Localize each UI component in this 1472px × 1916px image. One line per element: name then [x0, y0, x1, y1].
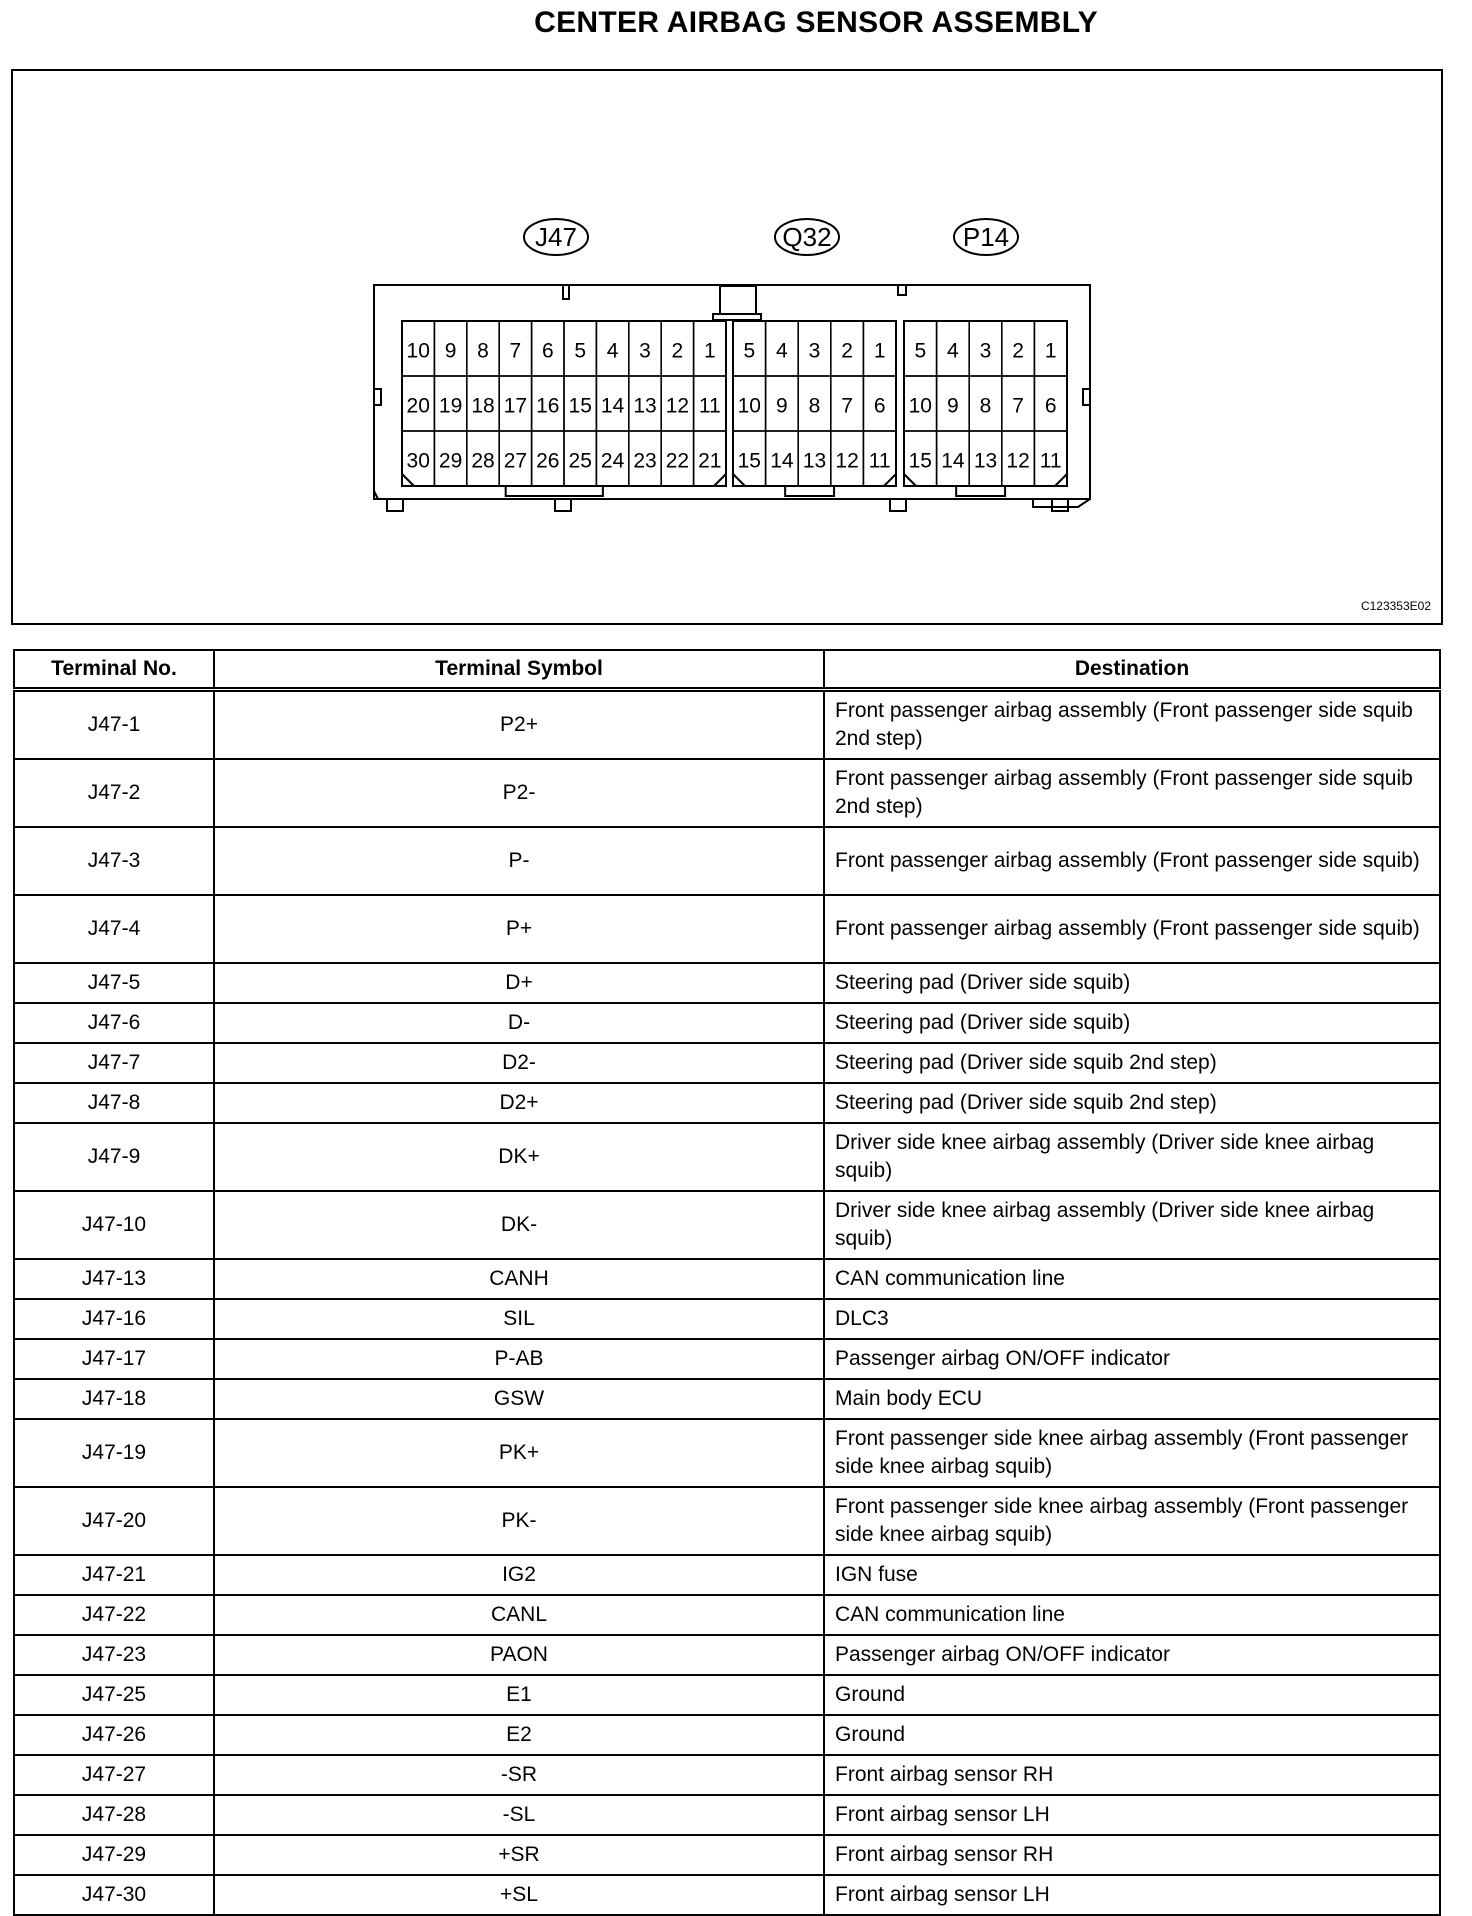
destination-cell: Front passenger side knee airbag assembly (Front passenger side knee airbag squib) [824, 1487, 1440, 1555]
table-row [14, 1043, 1440, 1083]
header-terminal-no: Terminal No. [14, 650, 214, 690]
table-row [14, 1419, 1440, 1487]
table-header-row [14, 650, 1440, 690]
table-row [14, 1555, 1440, 1595]
table-row [14, 1123, 1440, 1191]
destination-cell: Steering pad (Driver side squib 2nd step) [824, 1083, 1440, 1123]
terminal-no-cell: J47-3 [14, 827, 214, 895]
terminal-no-cell: J47-17 [14, 1339, 214, 1379]
terminal-symbol-cell: P2+ [214, 690, 824, 760]
pin-number: 15 [568, 394, 592, 418]
terminal-symbol-cell: D+ [214, 963, 824, 1003]
terminal-symbol-cell: GSW [214, 1379, 824, 1419]
pin-number: 30 [406, 449, 430, 473]
pin-number: 13 [633, 394, 657, 418]
terminal-symbol-cell: -SR [214, 1755, 824, 1795]
terminal-symbol-cell: DK- [214, 1191, 824, 1259]
pin-number: 7 [509, 339, 522, 363]
terminal-symbol-cell: D2+ [214, 1083, 824, 1123]
pin-number: 15 [737, 449, 761, 473]
pin-number: 28 [471, 449, 495, 473]
destination-cell: Driver side knee airbag assembly (Driver side knee airbag squib) [824, 1191, 1440, 1259]
destination-cell: CAN communication line [824, 1595, 1440, 1635]
terminal-symbol-cell: P+ [214, 895, 824, 963]
destination-cell: Passenger airbag ON/OFF indicator [824, 1635, 1440, 1675]
table-row [14, 1191, 1440, 1259]
destination-cell: Front airbag sensor LH [824, 1875, 1440, 1915]
pin-number: 23 [633, 449, 657, 473]
table-row [14, 1795, 1440, 1835]
pin-number: 2 [841, 339, 853, 363]
terminal-no-cell: J47-28 [14, 1795, 214, 1835]
pin-number: 13 [802, 449, 827, 473]
destination-cell: Steering pad (Driver side squib 2nd step) [824, 1043, 1440, 1083]
destination-cell: Driver side knee airbag assembly (Driver side knee airbag squib) [824, 1123, 1440, 1191]
table-row [14, 1259, 1440, 1299]
pin-number: 3 [808, 339, 821, 363]
terminal-symbol-cell: CANH [214, 1259, 824, 1299]
pin-number: 1 [703, 339, 716, 363]
pin-number: 1 [1044, 339, 1057, 363]
connector-label: P14 [962, 222, 1010, 252]
pin-number: 25 [568, 449, 592, 473]
pin-number: 19 [438, 394, 463, 418]
connector-drawing [13, 71, 1441, 623]
terminal-symbol-cell: SIL [214, 1299, 824, 1339]
terminal-symbol-cell: DK+ [214, 1123, 824, 1191]
terminal-no-cell: J47-30 [14, 1875, 214, 1915]
pin-number: 9 [776, 394, 788, 418]
terminal-symbol-cell: PK- [214, 1487, 824, 1555]
terminal-no-cell: J47-25 [14, 1675, 214, 1715]
pin-number: 8 [808, 394, 821, 418]
terminal-no-cell: J47-1 [14, 690, 214, 760]
table-row [14, 1299, 1440, 1339]
table-row [14, 1835, 1440, 1875]
table-row [14, 1487, 1440, 1555]
header-destination: Destination [824, 650, 1440, 690]
destination-cell: Front airbag sensor LH [824, 1795, 1440, 1835]
pin-number: 29 [438, 449, 463, 473]
pin-number: 7 [1012, 394, 1024, 418]
pin-number: 3 [979, 339, 992, 363]
pin-number: 3 [639, 339, 651, 363]
terminal-symbol-cell: -SL [214, 1795, 824, 1835]
pin-number: 14 [941, 449, 965, 473]
pin-number: 22 [665, 449, 690, 473]
destination-cell: Ground [824, 1715, 1440, 1755]
pin-number: 8 [477, 339, 489, 363]
terminal-symbol-cell: +SR [214, 1835, 824, 1875]
destination-cell: Front passenger side knee airbag assembly (Front passenger side knee airbag squib) [824, 1419, 1440, 1487]
terminal-symbol-cell: D2- [214, 1043, 824, 1083]
terminal-no-cell: J47-19 [14, 1419, 214, 1487]
pin-number: 11 [1039, 449, 1062, 473]
terminal-no-cell: J47-5 [14, 963, 214, 1003]
pin-number: 9 [444, 339, 457, 363]
pin-number: 10 [737, 394, 761, 418]
pin-number: 4 [606, 339, 619, 363]
pin-number: 5 [574, 339, 587, 363]
destination-cell: DLC3 [824, 1299, 1440, 1339]
destination-cell: Front passenger airbag assembly (Front passenger side squib 2nd step) [824, 759, 1440, 827]
table-row [14, 1339, 1440, 1379]
pin-number: 7 [841, 394, 853, 418]
pin-number: 2 [671, 339, 684, 363]
pin-number: 6 [541, 339, 554, 363]
terminal-symbol-cell: P2- [214, 759, 824, 827]
pin-number: 1 [873, 339, 886, 363]
pin-number: 12 [835, 449, 859, 473]
pin-number: 9 [947, 394, 959, 418]
terminal-symbol-cell: PK+ [214, 1419, 824, 1487]
pin-number: 14 [770, 449, 794, 473]
table-row [14, 963, 1440, 1003]
destination-cell: Steering pad (Driver side squib) [824, 963, 1440, 1003]
table-row [14, 1003, 1440, 1043]
pin-number: 10 [908, 394, 932, 418]
connector-label: J47 [535, 222, 577, 252]
table-row [14, 1083, 1440, 1123]
destination-cell: Passenger airbag ON/OFF indicator [824, 1339, 1440, 1379]
terminal-symbol-cell: PAON [214, 1635, 824, 1675]
table-row [14, 1875, 1440, 1915]
connector-diagram [11, 69, 1443, 625]
pin-number: 17 [503, 394, 528, 418]
terminal-no-cell: J47-13 [14, 1259, 214, 1299]
terminal-symbol-cell: P- [214, 827, 824, 895]
pin-number: 5 [743, 339, 756, 363]
terminal-symbol-cell: E2 [214, 1715, 824, 1755]
destination-cell: IGN fuse [824, 1555, 1440, 1595]
table-row [14, 690, 1440, 760]
table-row [14, 1595, 1440, 1635]
terminal-no-cell: J47-8 [14, 1083, 214, 1123]
terminal-no-cell: J47-9 [14, 1123, 214, 1191]
destination-cell: Main body ECU [824, 1379, 1440, 1419]
pin-number: 20 [406, 394, 430, 418]
pin-number: 6 [1044, 394, 1057, 418]
destination-cell: Front passenger airbag assembly (Front passenger side squib) [824, 827, 1440, 895]
destination-cell: Front airbag sensor RH [824, 1755, 1440, 1795]
terminal-no-cell: J47-20 [14, 1487, 214, 1555]
table-row [14, 1755, 1440, 1795]
connector-label: Q32 [782, 222, 832, 252]
terminal-no-cell: J47-7 [14, 1043, 214, 1083]
destination-cell: CAN communication line [824, 1259, 1440, 1299]
pin-number: 11 [698, 394, 721, 418]
pin-number: 13 [973, 449, 998, 473]
destination-cell: Front airbag sensor RH [824, 1835, 1440, 1875]
table-row [14, 1715, 1440, 1755]
pin-number: 6 [873, 394, 886, 418]
pin-number: 27 [503, 449, 528, 473]
pin-number: 15 [908, 449, 932, 473]
terminal-no-cell: J47-21 [14, 1555, 214, 1595]
destination-cell: Ground [824, 1675, 1440, 1715]
pin-number: 10 [406, 339, 430, 363]
terminal-symbol-cell: CANL [214, 1595, 824, 1635]
pin-number: 5 [914, 339, 927, 363]
pin-number: 26 [536, 449, 560, 473]
terminal-no-cell: J47-27 [14, 1755, 214, 1795]
figure-id: C123353E02 [1360, 599, 1431, 613]
terminal-no-cell: J47-26 [14, 1715, 214, 1755]
terminal-no-cell: J47-29 [14, 1835, 214, 1875]
terminal-no-cell: J47-16 [14, 1299, 214, 1339]
terminal-no-cell: J47-10 [14, 1191, 214, 1259]
pin-number: 11 [868, 449, 891, 473]
terminal-symbol-cell: +SL [214, 1875, 824, 1915]
terminal-symbol-cell: E1 [214, 1675, 824, 1715]
terminal-symbol-cell: P-AB [214, 1339, 824, 1379]
terminal-no-cell: J47-6 [14, 1003, 214, 1043]
pin-number: 18 [471, 394, 495, 418]
terminal-no-cell: J47-23 [14, 1635, 214, 1675]
pin-number: 14 [600, 394, 625, 418]
pin-number: 16 [536, 394, 560, 418]
terminal-no-cell: J47-4 [14, 895, 214, 963]
table-row [14, 1379, 1440, 1419]
destination-cell: Front passenger airbag assembly (Front passenger side squib 2nd step) [824, 690, 1440, 760]
terminal-no-cell: J47-18 [14, 1379, 214, 1419]
pin-number: 24 [600, 449, 625, 473]
terminal-symbol-cell: IG2 [214, 1555, 824, 1595]
pin-number: 4 [947, 339, 959, 363]
pin-number: 12 [665, 394, 690, 418]
terminal-symbol-cell: D- [214, 1003, 824, 1043]
page-title: CENTER AIRBAG SENSOR ASSEMBLY [534, 6, 1098, 39]
terminal-no-cell: J47-22 [14, 1595, 214, 1635]
header-terminal-symbol: Terminal Symbol [214, 650, 824, 690]
pin-number: 21 [698, 449, 722, 473]
table-row [14, 827, 1440, 895]
pin-number: 2 [1012, 339, 1024, 363]
table-row [14, 759, 1440, 827]
pin-number: 8 [979, 394, 992, 418]
destination-cell: Steering pad (Driver side squib) [824, 1003, 1440, 1043]
table-row [14, 1635, 1440, 1675]
destination-cell: Front passenger airbag assembly (Front passenger side squib) [824, 895, 1440, 963]
table-row [14, 1675, 1440, 1715]
pin-number: 12 [1006, 449, 1030, 473]
pin-number: 4 [776, 339, 788, 363]
table-row [14, 895, 1440, 963]
terminal-table [13, 649, 1441, 1916]
terminal-no-cell: J47-2 [14, 759, 214, 827]
